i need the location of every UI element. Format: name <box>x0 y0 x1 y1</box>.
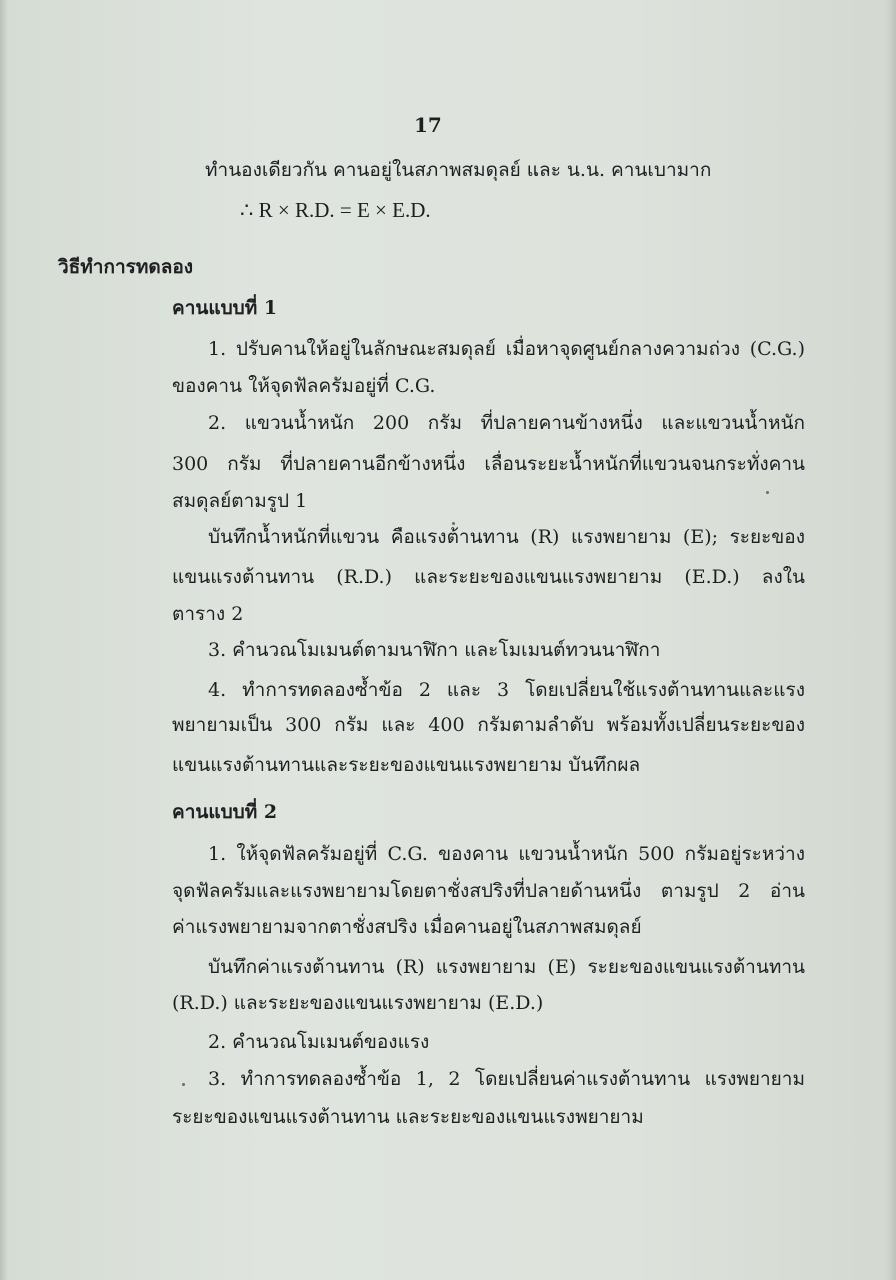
page-right-edge-shadow <box>886 0 896 1280</box>
beam2-line: จุดฟัลครัมและแรงพยายามโดยตาชั่งสปริงที่ปลายด้านหนึ่ง ตามรูป 2 อ่าน <box>172 880 805 902</box>
beam1-title: คานแบบที่ 1 <box>172 297 278 319</box>
beam1-line: 2. แขวนน้ำหนัก 200 กรัม ที่ปลายคานข้างหนึ่ง และแขวนน้ำหนัก <box>208 412 805 434</box>
beam1-line: แขนแรงต้านทาน (R.D.) และระยะของแขนแรงพยายาม (E.D.) ลงใน <box>172 566 805 588</box>
beam1-line: 3. คำนวณโมเมนต์ตามนาฬิกา และโมเมนต์ทวนนาฬิกา <box>208 639 661 661</box>
beam1-line: แขนแรงต้านทานและระยะของแขนแรงพยายาม บันทึกผล <box>172 754 641 776</box>
intro-line: ทำนองเดียวกัน คานอยู่ในสภาพสมดุลย์ และ น.น. คานเบามาก <box>205 159 712 181</box>
beam1-line: ของคาน ให้จุดฟัลครัมอยู่ที่ C.G. <box>172 375 436 397</box>
beam2-line: 2. คำนวณโมเมนต์ของแรง <box>208 1031 430 1053</box>
beam2-title: คานแบบที่ 2 <box>172 801 278 823</box>
section-title: วิธีทำการทดลอง <box>58 256 194 278</box>
beam1-line: พยายามเป็น 300 กรัม และ 400 กรัมตามลำดับ พร้อมทั้งเปลี่ยนระยะของ <box>172 714 805 736</box>
beam1-line: ตาราง 2 <box>172 603 244 625</box>
beam2-line: 1. ให้จุดฟัลครัมอยู่ที่ C.G. ของคาน แขวนน้ำหนัก 500 กรัมอยู่ระหว่าง <box>208 843 805 865</box>
beam1-line: 300 กรัม ที่ปลายคานอีกข้างหนึ่ง เลื่อนระยะน้ำหนักที่แขวนจนกระทั่งคาน <box>172 453 805 475</box>
beam1-line: บันทึกน้ำหนักที่แขวน คือแรงต้านทาน (R) แรงพยายาม (E); ระยะของ <box>208 526 805 548</box>
beam2-line: ค่าแรงพยายามจากตาชั่งสปริง เมื่อคานอยู่ในสภาพสมดุลย์ <box>172 916 642 938</box>
moment-formula: ∴ R × R.D. = E × E.D. <box>240 198 431 222</box>
beam2-line: (R.D.) และระยะของแขนแรงพยายาม (E.D.) <box>172 992 544 1014</box>
beam1-line: 1. ปรับคานให้อยู่ในลักษณะสมดุลย์ เมื่อหาจุดศูนย์กลางความถ่วง (C.G.) <box>208 338 805 360</box>
paper-speck <box>182 1083 185 1086</box>
beam1-line: สมดุลย์ตามรูป 1 <box>172 490 308 512</box>
beam2-line: ระยะของแขนแรงต้านทาน และระยะของแขนแรงพยายาม <box>172 1106 644 1128</box>
beam1-line: 4. ทำการทดลองซ้ำข้อ 2 และ 3 โดยเปลี่ยนใช้แรงต้านทานและแรง <box>208 679 805 701</box>
paper-speck <box>766 491 769 494</box>
beam2-line: 3. ทำการทดลองซ้ำข้อ 1, 2 โดยเปลี่ยนค่าแรงต้านทาน แรงพยายาม <box>208 1068 805 1090</box>
page-number: 17 <box>414 113 442 137</box>
beam2-line: บันทึกค่าแรงต้านทาน (R) แรงพยายาม (E) ระยะของแขนแรงต้านทาน <box>208 956 805 978</box>
page-left-edge-shadow <box>0 0 8 1280</box>
